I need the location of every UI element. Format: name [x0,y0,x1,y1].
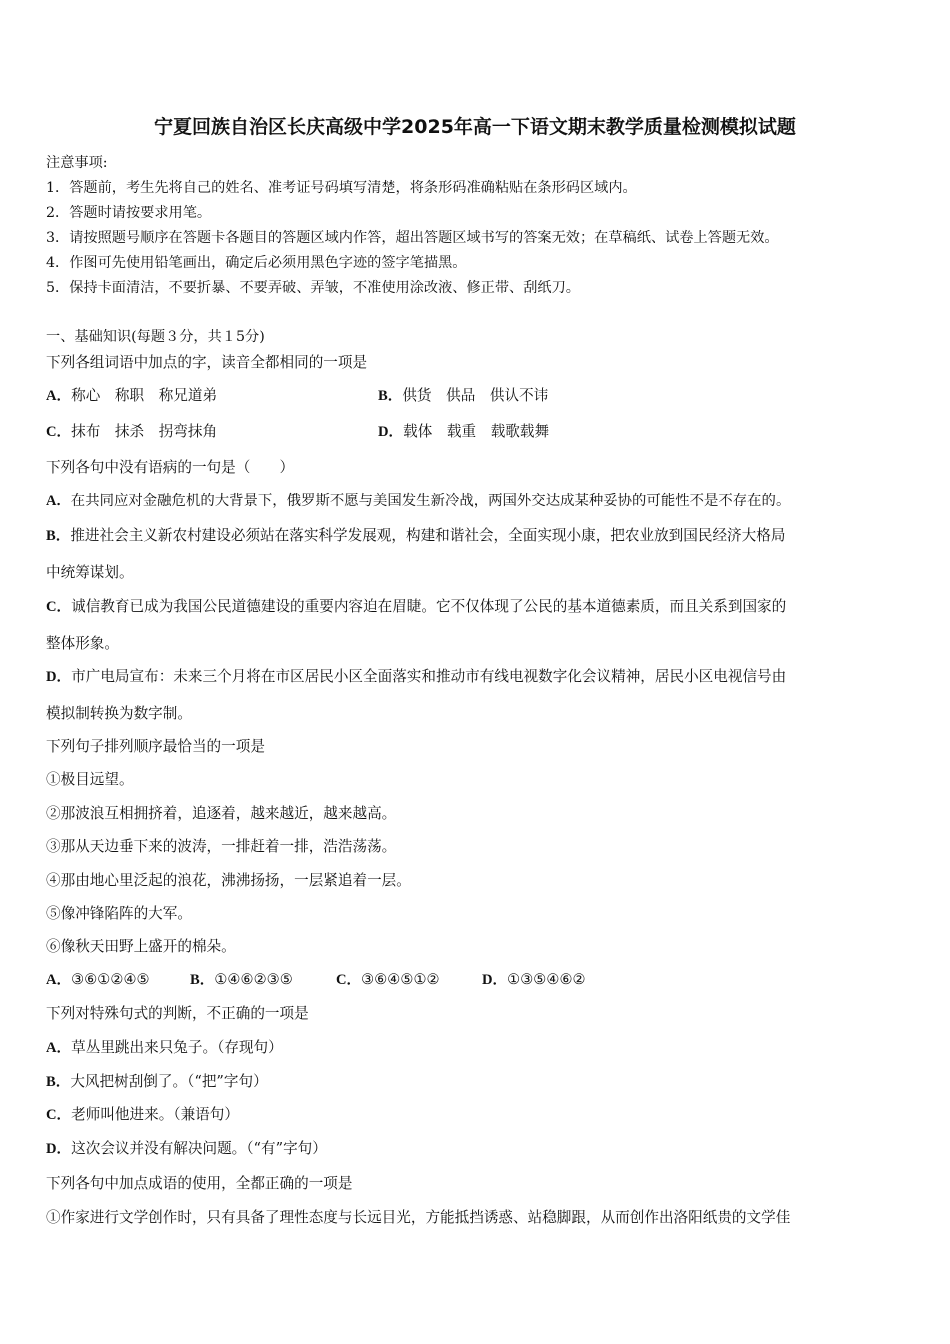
q4-option-b-label: B． [46,1074,71,1090]
q3-sentence-1: ①极目远望。 [46,771,134,788]
note-item-3: 3．请按照题号顺序在答题卡各题目的答题区域内作答，超出答题区域书写的答案无效；在草稿纸、试卷上答题无效。 [46,230,779,246]
q2-option-b-label: B． [46,528,71,544]
notes-heading: 注意事项: [46,155,108,171]
q4-option-d-text: 这次会议并没有解决问题。（“有”字句） [71,1140,327,1157]
q3-option-d [482,968,586,989]
q2-option-a [46,489,790,510]
q2-option-c [46,595,786,616]
q3-option-a [46,968,150,989]
q3-option-a-label: A． [46,972,72,988]
q1-option-a [46,384,217,405]
note-item-4: 4．作图可先使用铅笔画出，确定后必须用黑色字迹的签字笔描黑。 [46,255,467,271]
q3-option-d-text: ①③⑤④⑥② [507,971,586,988]
q2-option-d-label: D． [46,669,72,685]
exam-title: 宁夏回族自治区长庆高级中学2025年高一下语文期末教学质量检测模拟试题 [154,116,796,138]
q1-option-c [46,420,217,441]
q4-option-a [46,1036,283,1057]
q1-option-a-text: 称心 称职 称兄道弟 [71,387,218,404]
q5-sentence-1: ①作家进行文学创作时，只有具备了理性态度与长远目光，方能抵挡诱惑、站稳脚跟，从而创作出洛阳纸贵的文学佳 [46,1209,791,1226]
q4-option-b [46,1070,268,1091]
q4-option-c [46,1103,239,1124]
q3-option-c-label: C． [336,972,362,988]
q3-option-b [190,968,293,989]
q1-option-b-label: B． [378,388,403,404]
q2-option-c-text: 诚信教育已成为我国公民道德建设的重要内容迫在眉睫。它不仅体现了公民的基本道德素质，而且关系到国家的 [71,598,787,615]
q3-stem: 下列句子排列顺序最恰当的一项是 [46,738,265,755]
q4-option-d [46,1137,327,1158]
q1-stem: 下列各组词语中加点的字，读音全都相同的一项是 [46,354,368,371]
q3-sentence-5: ⑤像冲锋陷阵的大军。 [46,905,192,922]
q4-option-a-text: 草丛里跳出来只兔子。（存现句） [71,1039,283,1056]
q2-option-c-cont: 整体形象。 [46,635,119,652]
section-heading: 一、基础知识(每题３分，共１5分) [46,329,265,345]
q2-option-d-cont: 模拟制转换为数字制。 [46,705,192,722]
q3-sentence-2: ②那波浪互相拥挤着，追逐着，越来越近，越来越高。 [46,805,397,822]
q4-option-c-label: C． [46,1107,72,1123]
q3-sentence-6: ⑥像秋天田野上盛开的棉朵。 [46,938,236,955]
q1-option-d-label: D． [378,424,404,440]
note-item-5: 5．保持卡面清洁，不要折暴、不要弄破、弄皱，不准使用涂改液、修正带、刮纸刀。 [46,280,580,296]
q3-sentence-4: ④那由地心里泛起的浪花，沸沸扬扬，一层紧追着一层。 [46,872,411,889]
q4-option-c-text: 老师叫他进来。（兼语句） [71,1106,239,1123]
q2-option-c-label: C． [46,599,72,615]
q2-option-a-text: 在共同应对金融危机的大背景下，俄罗斯不愿与美国发生新冷战，两国外交达成某种妥协的可能性不是不存在的。 [70,493,791,509]
note-item-2: 2．答题时请按要求用笔。 [46,205,212,221]
q1-option-a-label: A． [46,388,72,404]
q2-option-b [46,524,785,545]
q3-option-b-label: B． [190,972,215,988]
q2-option-b-text: 推进社会主义新农村建设必须站在落实科学发展观，构建和谐社会，全面实现小康，把农业放到国民经济大格局 [70,527,786,544]
q1-option-b-text: 供货 供品 供认不讳 [402,387,549,404]
q2-option-d [46,665,786,686]
q3-option-b-text: ①④⑥②③⑤ [214,971,293,988]
q2-option-b-cont: 中统筹谋划。 [46,564,134,581]
q1-option-b [378,384,548,405]
q4-option-a-label: A． [46,1040,72,1056]
q3-option-c-text: ③⑥④⑤①② [361,971,440,988]
q4-option-d-label: D． [46,1141,72,1157]
q4-stem: 下列对特殊句式的判断，不正确的一项是 [46,1005,309,1022]
note-item-1: 1．答题前，考生先将自己的姓名、准考证号码填写清楚，将条形码准确粘贴在条形码区域内。 [46,180,637,196]
q3-option-c [336,968,440,989]
q1-option-d [378,420,549,441]
q2-option-d-text: 市广电局宣布：未来三个月将在市区居民小区全面落实和推动市有线电视数字化会议精神，居民小区电视信号由 [71,668,787,685]
q4-option-b-text: 大风把树刮倒了。（“把”字句） [70,1073,268,1090]
q3-option-d-label: D． [482,972,508,988]
q2-stem: 下列各句中没有语病的一句是（ ） [46,459,295,476]
q1-option-c-label: C． [46,424,72,440]
q3-sentence-3: ③那从天边垂下来的波涛，一排赶着一排，浩浩荡荡。 [46,838,397,855]
q1-option-d-text: 载体 载重 载歌载舞 [403,423,550,440]
q5-stem: 下列各句中加点成语的使用，全都正确的一项是 [46,1175,353,1192]
q3-option-a-text: ③⑥①②④⑤ [71,971,150,988]
q1-option-c-text: 抹布 抹杀 拐弯抹角 [71,423,218,440]
q2-option-a-label: A． [46,493,71,509]
